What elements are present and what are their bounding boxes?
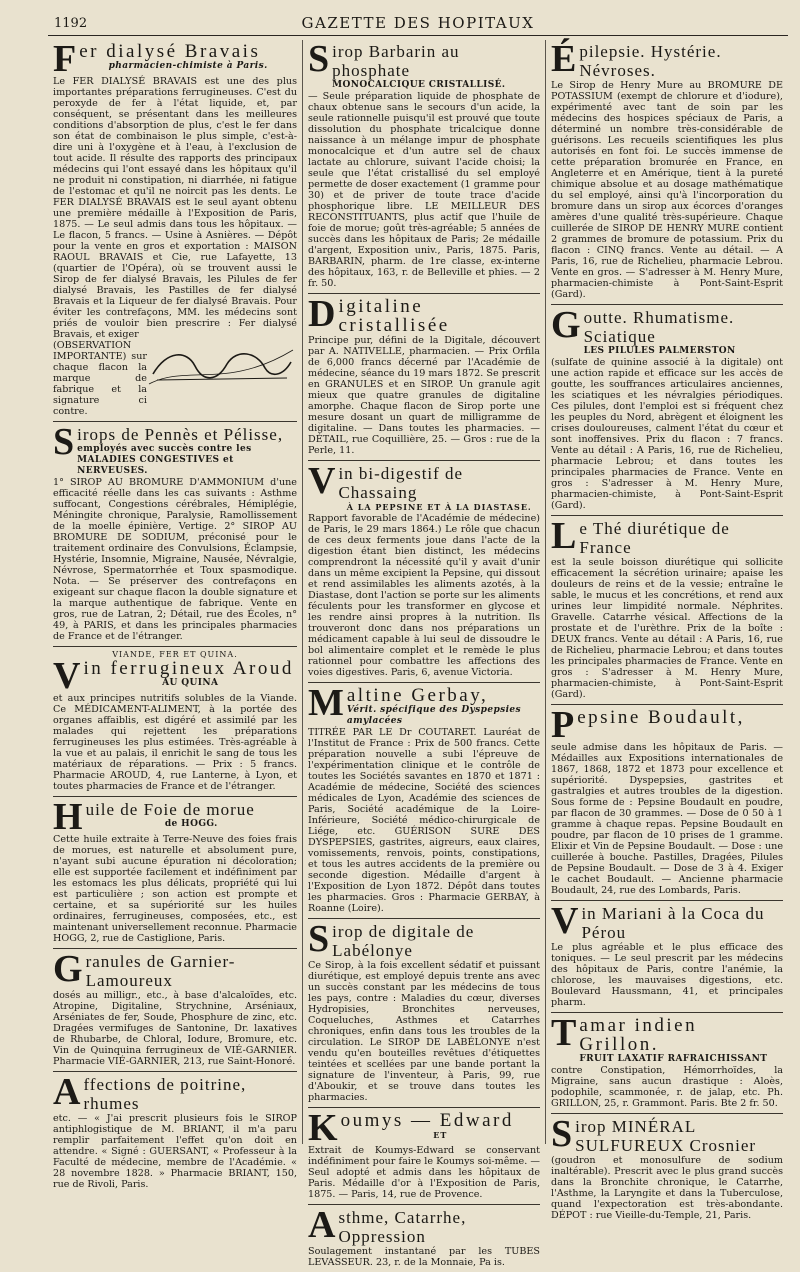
ad-vin-chassaing bbox=[308, 461, 540, 683]
ad-title: sthme, Catarrhe, Oppression bbox=[338, 1208, 467, 1246]
ad-epilepsie-mure bbox=[551, 40, 783, 305]
drop-cap: V bbox=[308, 460, 336, 502]
page-header bbox=[48, 8, 788, 36]
headline-wrap bbox=[332, 922, 540, 960]
ad-subtitle: employés avec succès contre les MALADIES CONGESTIVES et NERVEUSES. bbox=[77, 444, 252, 476]
ad-title: pilepsie. Hystérie. Névroses. bbox=[579, 42, 722, 80]
drop-cap: G bbox=[53, 948, 83, 990]
ad-title: altine Gerbay, bbox=[346, 685, 489, 706]
drop-cap: É bbox=[551, 38, 577, 80]
ad-title: epsine Boudault, bbox=[577, 707, 745, 728]
headline-wrap bbox=[332, 42, 540, 91]
ad-headline bbox=[551, 1012, 783, 1065]
ad-pepsine-boudault bbox=[551, 705, 783, 901]
column-2 bbox=[303, 38, 546, 1268]
ad-headline bbox=[308, 460, 540, 513]
drop-cap: G bbox=[551, 304, 581, 346]
drop-cap: S bbox=[53, 421, 75, 463]
drop-cap: F bbox=[53, 38, 77, 80]
sig-text: (OBSERVATION IMPORTANTE) sur chaque flacon la marque de fabrique et la signature ci contre. bbox=[53, 340, 147, 417]
columns bbox=[48, 38, 788, 1268]
ad-body: (goudron et monosulfure de sodium inaltérable). Prescrit avec le plus grand succès dans la Bronchite chronique, le Catarrhe, l'Asthme, la Laryngite et dans la Tuberculose, quand l'expectoration est très-abondante. DÉPOT : rue Vieille-du-Temple, 21, Paris. bbox=[551, 1155, 783, 1221]
page-title: GAZETTE DES HOPITAUX bbox=[301, 14, 535, 32]
ad-body: et aux principes nutritifs solubles de la Viande. Ce MÉDICAMENT-ALIMENT, à la portée des organes affaiblis, est digéré et assimilé par les malades qui rejettent les préparations ferrugineuses les plus estimées. Très-agréable à la vue et au palais, il enrichit le sang de tous les matériaux de réparations. — Prix : 5 francs. Pharmacie AROUD, 4, rue Lanterne, à Lyon, et toutes pharmacies de France et de l'étranger. bbox=[53, 693, 297, 792]
ad-headline bbox=[551, 1113, 783, 1155]
ad-title: e Thé diurétique de France bbox=[579, 519, 730, 557]
ad-title: uile de Foie de morue bbox=[85, 800, 255, 819]
ad-the-diuretique bbox=[551, 516, 783, 705]
ad-subtitle: pharmacien-chimiste à Paris. bbox=[108, 61, 268, 71]
drop-cap: S bbox=[308, 38, 330, 80]
ad-digitaline bbox=[308, 294, 540, 461]
ad-body: (sulfate de quinine associé à la digitale) ont une action rapide et efficace sur les accès de goutte, les souffrances articulaires anciennes, les sciatiques et les névralgies périodiques. Ces pilules, dont l'emploi est si fréquent chez les peuples du Nord, abrègent et éloignent les crises douloureuses, calment l'état du cœur et sont inoffensives. Prix du flacon : 7 francs. Vente au détail : A Paris, 16, rue de Richelieu, pharmacie Lebrou; et dans toutes les principales pharmacies de France. Vente en gros : S'adresser à M. Henry Mure, pharmacien-chimiste, à Pont-Saint-Esprit (Gard). bbox=[551, 357, 783, 511]
ad-title: irops de Pennès et Pélisse, bbox=[77, 425, 284, 444]
drop-cap: V bbox=[551, 900, 579, 942]
ad-sirops-pennes bbox=[53, 422, 297, 647]
ad-headline bbox=[308, 1107, 540, 1149]
ad-headline bbox=[551, 38, 783, 80]
column-3 bbox=[546, 38, 788, 1221]
ad-title: in Mariani à la Coca du Pérou bbox=[581, 904, 765, 942]
ad-subtitle: AU QUINA bbox=[162, 678, 219, 688]
ad-title: er dialysé Bravais bbox=[79, 41, 261, 62]
headline-wrap bbox=[338, 1208, 540, 1246]
headline-wrap bbox=[577, 708, 783, 727]
signature-graphic bbox=[147, 344, 297, 388]
ad-body: est la seule boisson diurétique qui sollicite efficacement la sécrétion urinaire; apaise les douleurs de reins et de la vessie; entraîne le sable, le mucus et les concrétions, et rend aux urines leur limpidité normale. Néphrites. Gravelle. Catarrhe vésical. Affections de la prostate et de l'urèthre. Prix de la boîte : DEUX francs. Vente au détail : A Paris, 16, rue de Richelieu, pharmacie Lebrou; et dans toutes les principales pharmacies de France. Vente en gros : S'adresser à M. Henry Mure, pharmacien-chimiste, à Pont-Saint-Esprit (Gard). bbox=[551, 557, 783, 700]
headline-wrap bbox=[79, 42, 297, 72]
ad-goutte-palmerston bbox=[551, 305, 783, 516]
ad-headline bbox=[53, 948, 297, 990]
ad-vin-aroud bbox=[53, 647, 297, 797]
ad-headline bbox=[53, 1071, 297, 1113]
ad-vin-mariani bbox=[551, 901, 783, 1013]
drop-cap: P bbox=[551, 704, 575, 746]
headline-wrap bbox=[581, 904, 783, 942]
ad-subtitle: MONOCALCIQUE CRISTALLISÉ. bbox=[332, 80, 506, 90]
drop-cap: M bbox=[308, 682, 344, 724]
ad-headline bbox=[308, 1204, 540, 1246]
ad-body: dosés au milligr., etc., à base d'alcaloïdes, etc. Atropine, Digitaline, Strychnine, Arséniaux, Arséniates de fer, Soude, Phosphure de zinc, etc. Dragées vermifuges de Santonine, Dr. laxatives de Rhubarbe, de Chloral, Iodure, Bromure, etc. Vin de Quinquina ferrugineux de VIÉ-GARNIER. Pharmacie VIÉ-GARNIER, 213, rue Saint-Honoré. bbox=[53, 990, 297, 1067]
ad-body: Extrait de Koumys-Edward se conservant indéfiniment pour faire le Koumys soi-même. — Seul adopté et admis dans les hôpitaux de Paris. Médaille d'or à l'Exposition de Paris, 1875. — Paris, 14, rue de Provence. bbox=[308, 1145, 540, 1200]
ad-tamar-grillon bbox=[551, 1013, 783, 1114]
ad-body: Principe pur, défini de la Digitale, découvert par A. NATIVELLE, pharmacien. — Prix Orfila de 6,000 francs décerné par l'Académie de médecine, séance du 19 mars 1872. Se prescrit en GRANULES et en SIROP. Un granule agit mieux que quatre granules de digitaline amorphe. Chaque flacon de Sirop porte une mesure dosant un quart de milligramme de digitaline. — Dans toutes les pharmacies. — DÉTAIL, rue Coquillière, 25. — Gros : rue de la Perle, 11. bbox=[308, 335, 540, 456]
ad-headline bbox=[53, 421, 297, 477]
ad-body: seule admise dans les hôpitaux de Paris. — Médailles aux Expositions internationales de 1867, 1868, 1872 et 1873 pour excellence et supériorité. Dyspepsies, gastrites et gastralgies et autres troubles de la digestion. Sous forme de : Pepsine Boudault en poudre, par flacon de 30 grammes. — Dose de 0 50 à 1 gramme à chaque repas. Pepsine Boudault en poudre, par flacon de 10 prises de 1 gramme. Elixir et Vin de Pepsine Boudault. — Dose : une cuillerée à bouche. Pastilles, Dragées, Pilules de Pepsine Boudault. — Dose de 3 à 4. Exiger le cachet Boudault. — Ancienne pharmacie Boudault, 24, rue des Lombards, Paris. bbox=[551, 742, 783, 896]
ad-pre-title: VIANDE, FER ET QUINA. bbox=[112, 650, 238, 659]
drop-cap: A bbox=[53, 1071, 81, 1113]
ad-body: Rapport favorable de l'Académie de médecine) de Paris, le 29 mars 1864.) Le rôle que chacun de ces deux ferments joue dans l'acte de la digestion étant bien distinct, les médecins comprendront la nécessité qu'il y avait d'unir dans un même excipient la Pepsine, qui dissout et rend assimilables les aliments azotés, à la Diastase, dont l'action se porte sur les aliments féculents pour les transformer en glycose et les rendre ainsi propres à la nutrition. Ils trouveront donc dans nos préparations un médicament capable à lui seul de dissoudre le bol alimentaire complet et le remède le plus rationnel pour combattre les affections des voies digestives. Paris, 6, avenue Victoria. bbox=[308, 513, 540, 678]
ad-headline bbox=[308, 682, 540, 727]
ad-body: Le Sirop de Henry Mure au BROMURE DE POTASSIUM (exempt de chlorure et d'iodure), expérimenté avec tant de soin par les médecins des hospices spéciaux de Paris, a déterminé un nombre très-considérable de guérisons. Les recueils scientifiques les plus autorisés en font foi. Le succès immense de cette préparation bromurée en France, en Angleterre et en Amérique, tient à la pureté chimique absolue et au dosage mathématique du sel employé, ainsi qu'à l'incorporation du bromure dans un sirop aux écorces d'oranges amères d'une qualité très-supérieure. Chaque cuillerée de SIROP DE HENRY MURE contient 2 grammes de bromure de potassium. Prix du flacon : CINQ francs. Vente au détail. — A Paris, 16, rue de Richelieu, pharmacie Lebrou. Vente en gros. — S'adresser à M. Henry Mure, pharmacien-chimiste à Pont-Saint-Esprit (Gard). bbox=[551, 80, 783, 300]
drop-cap: K bbox=[308, 1107, 338, 1149]
ad-subtitle: À LA PEPSINE ET À LA DIASTASE. bbox=[346, 502, 532, 512]
headline-wrap bbox=[86, 952, 297, 990]
column-1 bbox=[48, 38, 303, 1190]
ad-maltine-gerbay bbox=[308, 683, 540, 919]
ad-headline bbox=[551, 900, 783, 942]
drop-cap: S bbox=[308, 918, 330, 960]
ad-title: in ferrugineux Aroud bbox=[83, 658, 294, 679]
ad-body: Le plus agréable et le plus efficace des toniques. — Le seul prescrit par les médecins des hôpitaux de Paris, contre l'anémie, la chlorose, les mauvaises digestions, etc. Boulevard Haussmann, 41, et principales pharm. bbox=[551, 942, 783, 1008]
ad-title: irop de digitale de Labélonye bbox=[332, 922, 475, 960]
headline-wrap bbox=[347, 686, 540, 727]
ad-title: amar indien Grillon. bbox=[579, 1015, 698, 1055]
ad-title: irop MINÉRAL SULFUREUX Crosnier bbox=[575, 1117, 757, 1155]
ad-sirop-barbarin bbox=[308, 40, 540, 294]
ad-body: 1° SIROP AU BROMURE D'AMMONIUM d'une efficacité réelle dans les cas suivants : Asthme suffocant, Congestions cérébrales, Hémiplégie, Méningite chronique, Paralysie, Ramollissement de la moelle épinière, Vertige. 2° SIROP AU BROMURE DE SODIUM, préconisé pour le traitement ordinaire des Convulsions, Éclampsie, Hystérie, Insomnie, Migraine, Nausée, Névralgie, Névrose, Spermatorrhée et Toux spasmodique. Nota. — Se préserver des contrefaçons en exigeant sur chaque flacon la double signature et la marque authentique de fabrique. Vente en gros, rue de Latran, 2; Détail, rue des Écoles, n° 49, à PARIS, et dans les principales pharmacies de France et de l'étranger. bbox=[53, 477, 297, 642]
ad-title: ranules de Garnier-Lamoureux bbox=[85, 952, 236, 990]
headline-wrap bbox=[341, 1111, 540, 1141]
ad-sirop-crosnier bbox=[551, 1114, 783, 1225]
ad-granules-garnier bbox=[53, 949, 297, 1072]
drop-cap: D bbox=[308, 293, 336, 335]
ad-sirop-labelonye bbox=[308, 919, 540, 1108]
ad-body: — Seule préparation liquide de phosphate de chaux obtenue sans le secours d'un acide, la seule rationnelle puisqu'il est prouvé que toute dissolution du phosphate tricalcique donne naissance à un mélange impur de phosphate monocalcique et d'un autre sel de chaux lactate au chlorure, suivant l'acide choisi; la seule que l'état cristallisé du sel employé permette de doser exactement (1 gramme pour 30) et de priver de toute trace d'acide phosphorique libre. LE MEILLEUR DES RECONSTITUANTS, plus actif que l'huile de foie de morue; goût très-agréable; 5 années de succès dans les hôpitaux de Paris; 2e médaille d'argent, Exposition univ., Paris, 1875. Paris, BARBARIN, pharm. de 1re classe, ex-interne des hôpitaux, 163, r. de Belleville et phies. — 2 fr. 50. bbox=[308, 91, 540, 289]
ad-title: in bi-digestif de Chassaing bbox=[338, 464, 464, 502]
ad-subtitle: LES PILULES PALMERSTON bbox=[583, 346, 736, 356]
drop-cap: T bbox=[551, 1012, 577, 1054]
headline-wrap bbox=[579, 42, 783, 80]
ad-body: Soulagement instantané par les TUBES LEVASSEUR. 23, r. de la Monnaie, Pa is. bbox=[308, 1246, 540, 1268]
signature-row bbox=[53, 340, 297, 417]
ad-body: Ce Sirop, à la fois excellent sédatif et puissant diurétique, est employé depuis trente ans avec un succès constant par les médecins de tous les pays, contre : Maladies du cœur, diverses Hydropisies, Bronchites nerveuses, Coqueluches, Asthmes et Catarrhes chroniques, enfin dans tous les troubles de la circulation. Le SIROP DE LABÉLONYE n'est vendu qu'en bouteilles revêtues d'étiquettes teintées et scellées par une bande portant la signature de l'inventeur, à Paris, 99, rue d'Aboukir, et se trouve dans toutes les pharmacies. bbox=[308, 960, 540, 1103]
ad-body: TITRÉE PAR LE Dr COUTARET. Lauréat de l'Institut de France : Prix de 500 francs. Cette préparation nouvelle a subi l'épreuve de l'expérimentation clinique et le contrôle de toutes les Sociétés savantes en 1870 et 1871 : Académie de médecine, Société des sciences médicales de Lyon, Académie des sciences de Paris, Société académique de la Loire-Inférieure, Société médico-chirurgicale de Liége, etc. GUÉRISON SURE DES DYSPEPSIES, gastrites, aigreurs, eaux claires, vomissements, renvois, points, constipations, et tous les autres accidents de la première ou seconde digestion. Médaille d'argent à l'Exposition de Lyon 1872. Dépôt dans toutes les pharmacies. Gros : Pharmacie GERBAY, à Roanne (Loire). bbox=[308, 727, 540, 914]
ad-huile-hogg bbox=[53, 797, 297, 949]
headline-wrap bbox=[338, 464, 540, 513]
drop-cap: H bbox=[53, 796, 83, 838]
ad-title: outte. Rhumatisme. Sciatique bbox=[583, 308, 735, 346]
headline-wrap bbox=[77, 425, 297, 477]
ad-body: Cette huile extraite à Terre-Neuve des foies frais de morues, est naturelle et absolument pure, n'ayant subi aucune épuration ni décoloration; elle est supportée facilement et indéfiniment par les estomacs les plus délicats, propriété qui lui est particulière ; son action est prompte et certaine, et sa supériorité sur les huiles ordinaires, ferrugineuses, composées, etc., est maintenant universellement reconnue. Pharmacie HOGG, 2, rue de Castiglione, Paris. bbox=[53, 834, 297, 944]
drop-cap: A bbox=[308, 1204, 336, 1246]
ad-body: etc. — « J'ai prescrit plusieurs fois le SIROP antiphlogistique de M. BRIANT, il m'a paru remplir parfaitement l'effet qu'on doit en attendre. « Signé : GUERSANT, « Professeur à la Faculté de médecine, membre de l'Académie. « 28 novembre 1828. » Pharmacie BRIANT, 150, rue de Rivoli, Paris. bbox=[53, 1113, 297, 1190]
ad-headline bbox=[308, 293, 540, 336]
ad-subtitle: Vérit. spécifique des Dyspepsies amylacées bbox=[346, 705, 522, 726]
ad-headline bbox=[53, 655, 297, 697]
ad-fer-dialyse bbox=[53, 40, 297, 422]
ad-title: oumys — Edward bbox=[340, 1110, 514, 1131]
headline-wrap bbox=[338, 297, 540, 335]
ad-headline bbox=[308, 918, 540, 960]
ad-koumys-edward bbox=[308, 1108, 540, 1205]
drop-cap: V bbox=[53, 655, 81, 697]
drop-cap: S bbox=[551, 1113, 573, 1155]
ad-subtitle: ET bbox=[433, 1130, 448, 1140]
ad-body: contre Constipation, Hémorrhoïdes, la Migraine, sans aucun drastique : Aloès, podophile, scammonée, r. de jalap, etc. Ph. GRILLON, 25, r. Grammont. Paris. Bte 2 fr. 50. bbox=[551, 1065, 783, 1109]
ad-title: irop Barbarin au phosphate bbox=[332, 42, 460, 80]
ad-headline bbox=[53, 38, 297, 80]
headline-wrap bbox=[579, 519, 783, 557]
headline-wrap bbox=[83, 1075, 297, 1113]
ad-subtitle: FRUIT LAXATIF RAFRAICHISSANT bbox=[579, 1054, 768, 1064]
drop-cap: L bbox=[551, 515, 577, 557]
ad-headline bbox=[551, 704, 783, 746]
ad-headline bbox=[53, 796, 297, 838]
headline-wrap bbox=[575, 1117, 783, 1155]
page-number: 1192 bbox=[54, 16, 88, 31]
headline-wrap bbox=[86, 800, 297, 830]
ad-title: ffections de poitrine, rhumes bbox=[83, 1075, 247, 1113]
headline-wrap bbox=[83, 659, 297, 689]
headline-wrap bbox=[584, 308, 783, 357]
ad-title: igitaline cristallisée bbox=[338, 296, 450, 336]
ad-subtitle: de HOGG. bbox=[164, 819, 218, 829]
ad-body: Le FER DIALYSÉ BRAVAIS est une des plus importantes préparations ferrugineuses. C'est du peroxyde de fer à l'état liquide, et, par conséquent, se présentant dans les meilleures conditions d'absorption de plus, c'est le fer dans son état de combinaison le plus simple, c'est-à-dire uni à l'oxygène et à l'eau, à l'exclusion de tout acide. Il résulte des rapports des principaux médecins qui l'ont essayé dans les hôpitaux qu'il ne produit ni constipation, ni diarrhée, ni fatigue de l'estomac et qu'il ne noircit pas les dents. Le FER DIALYSÉ BRAVAIS est le seul ayant obtenu une première médaille à l'Exposition de Paris, 1875. — Le seul admis dans tous les hôpitaux. — Le flacon, 5 francs. — Usine à Asnières. — Dépôt pour la vente en gros et exportation : MAISON RAOUL BRAVAIS et Cie, rue Lafayette, 13 (quartier de l'Opéra), où se trouvent aussi le Sirop de fer dialysé Bravais, les Pilules de fer dialysé Bravais, les Pastilles de fer dialysé Bravais et la Liqueur de fer dialysé Bravais. Pour éviter les contrefaçons, MM. les médecins sont priés de vouloir bien prescrire : Fer dialysé Bravais, et exiger bbox=[53, 76, 297, 340]
headline-wrap bbox=[579, 1016, 783, 1065]
ad-affections-poitrine bbox=[53, 1072, 297, 1194]
ad-headline bbox=[308, 38, 540, 91]
ad-headline bbox=[551, 304, 783, 357]
ad-asthme-levasseur bbox=[308, 1205, 540, 1272]
ad-headline bbox=[551, 515, 783, 557]
